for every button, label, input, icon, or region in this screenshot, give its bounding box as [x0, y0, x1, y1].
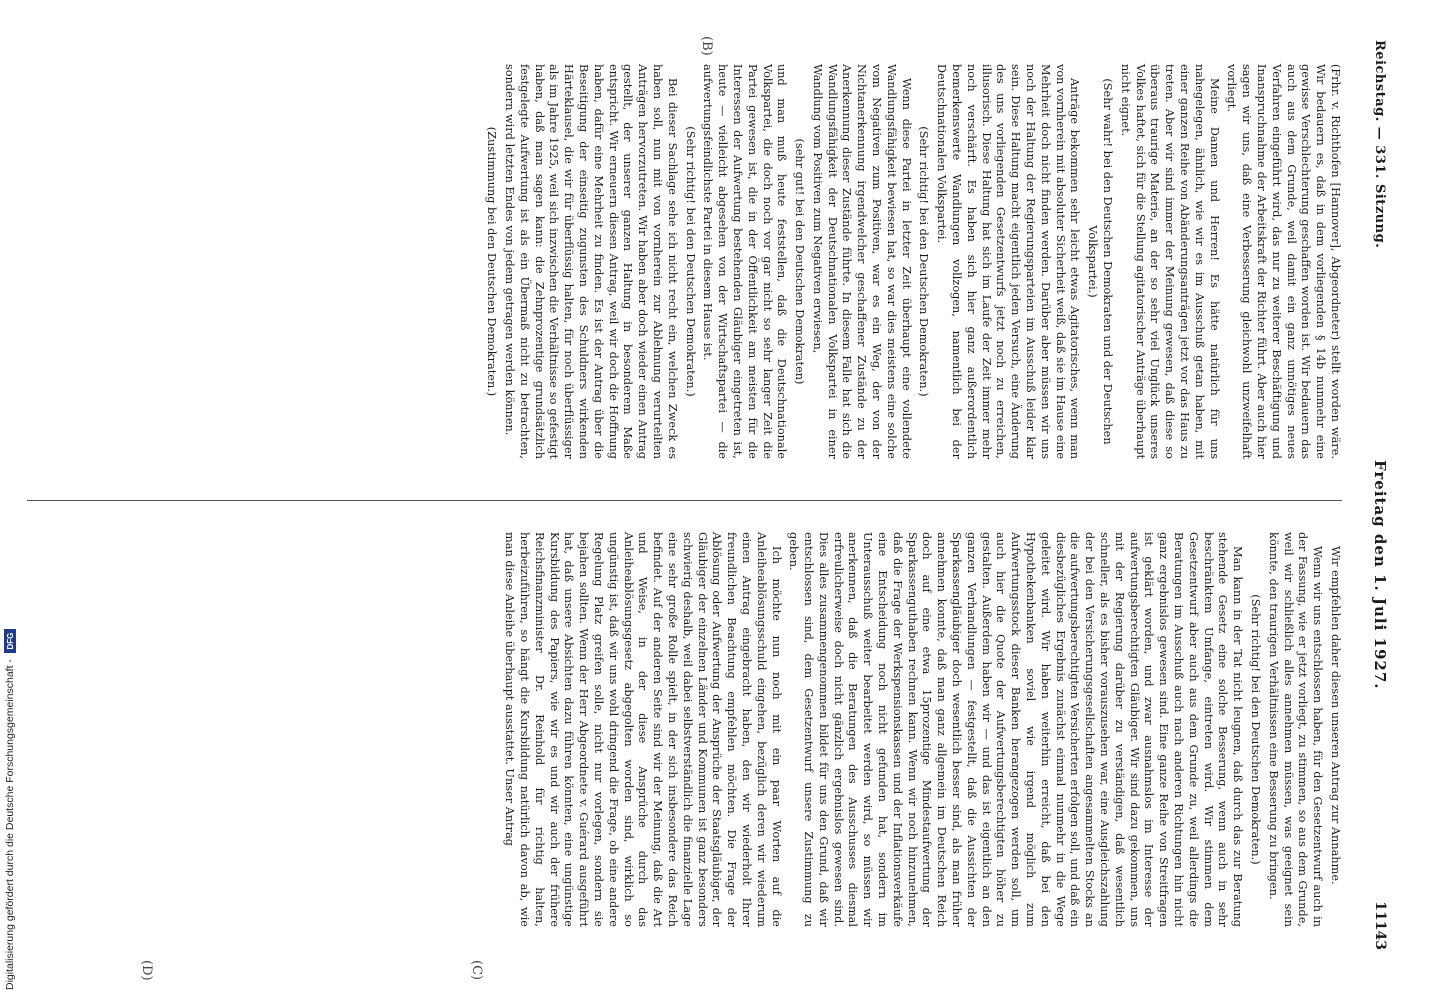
header-session: Reichstag. — 331. Sitzung. — [1372, 40, 1388, 249]
margin-mark-d: (D) — [139, 960, 154, 981]
paragraph: Man kann in der Tat nicht leugnen, daß durch das zur Beratung stehende Gesetz eine solche Besserung, wenn auch in sehr beschränktem Umfange, eintreten wird. Wir stimmen dem Gesetzentwurf aber auch aus dem Grunde zu, weil allerdings die Beratungen im Ausschuß auch nach anderen Richtungen hin nicht ganz ergebnislos gewesen sind. Eine ganze Reihe von Streitfragen ist geklärt worden, und zwar ausnahmslos im Interesse der aufwertungsberechtigten Gläubiger. Wir sind dazu gekommen, uns mit der Regierung darüber zu verständigen, daß wesentlich schneller, als es bisher vorauszusehen war, eine Ausgleichszahlung der bei den Versicherungsgesellschaften angesammelten Stocks an die aufwertungsberechtigten Versicherten erfolgen soll, und daß ein diesbezügliches Ergebnis zunächst einmal nunmehr in die Wege geleitet wird. Wir haben weiterhin erreicht, daß bei den Hypothekenbanken soviel wie irgend möglich zum Aufwertungsstock dieser Banken herangezogen werden soll, um auch hier die Quote der Aufwertungsberechtigten höher zu gestalten. Außerdem haben wir — und das ist eigentlich an den ganzen Verhandlungen — festgestellt, daß die Aussichten der Sparkassengläubiger doch wesentlich besser sind, als man früher annehmen konnte, daß man ganz allgemein im Deutschen Reich doch auf eine etwa 15prozentige Mindestaufwertung der Sparkassenguthaben rechnen kann. Wenn wir noch hinzunehmen, daß die Frage der Werkspensionskassen und der Inflationsverkäufe eine Entscheidung noch nicht gefunden hat, sondern im Unterausschuß weiter bearbeitet werden wird, so müssen wir anerkennen, daß die Beratungen des Ausschusses diesmal erfreulicherweise doch nicht gänzlich ergebnislos gewesen sind. Dies alles zusammengenommen bildet für uns den Grund, daß wir entschlossen sind, dem Gesetzentwurf unsere Zustimmung zu geben. — [787, 532, 1245, 927]
margin-mark-c: (C) — [469, 960, 484, 981]
paragraph: Anträge bekommen sehr leicht etwas Agitatorisches, wenn man von vornherein mit absoluter Sicherheit weiß, daß sie im Hause eine Mehrheit doch nicht finden werden. Darüber aber müssen wir uns noch der Haltung der Regierungsparteien im Ausschuß leider klar sein. Diese Haltung macht eigentlich jeden Versuch, eine Änderung des uns vorliegenden Gesetzentwurfs jetzt noch zu erreichen, illusorisch. Diese Haltung hat sich im Laufe der Zeit immer mehr noch verschärft. Es haben sich hier ganz außerordentlich bemerkenswerte Wandlungen vollzogen, namentlich bei der Deutschnationalen Volkspartei. — [935, 64, 1082, 459]
interjection: (Sehr richtig! bei den Deutschen Demokraten.) — [917, 126, 931, 397]
paragraph: (Frhr. v. Richthofen [Hannover], Abgeordneter) stellt worden wäre. Wir bedauern es, daß in dem vorliegenden § 14b nunmehr eine gewisse Verschlechterung geschaffen worden ist. Wir bedauern das auch aus dem Grunde, weil damit ein ganz unnötiges neues Verfahren eingeführt wird, das nur zu weiterer Beschäftigung und Inanspruchnahme der Arbeitskraft der Richter führt. Aber auch hier sagen wir uns, daß eine Verbesserung gleichwohl unzweifelhaft vorliegt. — [1225, 64, 1342, 459]
paragraph: Wenn diese Partei in letzter Zeit überhaupt eine vollendete Wandlungsfähigkeit bewiesen hat, so war dies meistens eine solche vom Negativen zum Positiven, war es ein Weg, der von der Nichtanerkennung irgendwelcher geschaffener Zustände zu der Anerkennung dieser Zustände führte. In diesem Falle hat sich die Wandlungsfähigkeit der Deutschnationalen Volkspartei in einer Wandlung vom Positiven zum Negativen erwiesen, — [810, 64, 913, 459]
paragraph: und man muß heute feststellen, daß die Deutschnationale Volkspartei, die doch noch vor gar nicht so sehr langer Zeit die Partei gewesen ist, die in der Öffentlichkeit am meisten für die Interessen der Aufwertung bestehenden Gläubiger eingetreten ist, heute — vielleicht abgesehen von der Wirtschaftspartei — die aufwertungsfeindlichste Partei in diesem Hause ist. — [701, 64, 789, 459]
paragraph: Wir empfehlen daher diesen unseren Antrag zur Annahme. — [1329, 546, 1342, 885]
left-column — [480, 64, 1342, 459]
right-column — [498, 532, 1342, 927]
interjection: (Sehr wahr! bei den Deutschen Demokraten und der Deutschen Volkspartei.) — [1086, 78, 1115, 445]
margin-mark-b: (B) — [699, 36, 714, 56]
header-page-number: 11143 — [1372, 901, 1388, 950]
paragraph: Ich möchte nun noch mit ein paar Worten auf die Anleiheablösungsschuld eingehen, bezüglich deren wir wiederum einen Antrag eingebracht haben, den wir wiederholt Ihrer freundlichen Beachtung empfehlen möchten. Die Frage der Ablösung oder Aufwertung der Ansprüche der Staatsgläubiger, der Gläubiger der einzelnen Länder und Kommunen ist ganz besonders schwierig deshalb, weil dabei selbstverständlich die finanzielle Lage eine sehr große Rolle spielt, in der sich insbesondere das Reich befindet. Auf der anderen Seite sind wir der Meinung, daß die Art und Weise, in der diese Ansprüche durch das Anleiheablösungsgesetz abgegolten worden sind, wirklich so ungünstig ist, daß wir uns wohl dringend die Frage, ob eine andere Regelung Platz greifen solle, nicht nur vorlegen, sondern sie bejahen sollten. Wenn der Herr Abgeordnete v. Guérard ausgeführt hat, daß unsere Absichten dazu führen könnten, eine ungünstige Kursbildung des Papiers, wie wir es und wir auch der frühere Reichsfinanzminister Dr. Reinhold für richtig halten, herbeizuführen, so hängt die Kursbildung natürlich davon ab, wie man diese Anleihe überhaupt ausstattet. Unser Antrag — [503, 532, 783, 927]
digitization-footer — [4, 629, 16, 990]
interjection: (Sehr richtig! bei den Deutschen Demokraten.) — [1249, 594, 1263, 865]
interjection: (Sehr richtig! bei den Deutschen Demokraten.) — [683, 126, 697, 397]
interjection: (Zustimmung bei den Deutschen Demokraten.) — [485, 126, 499, 397]
paragraph: Bei dieser Sachlage sehe ich nicht recht ein, welchen Zweck es haben soll, nun mit von vornherein zur Ablehnung verurteilten Anträgen hervorzutreten. Wir haben aber doch wieder einen Antrag gestellt, der unserer ganzen Haltung in besonderem Maße entspricht. Wir erneuern diesen Antrag, weil wir doch die Hoffnung haben, dafür eine Mehrheit zu finden. Es ist der Antrag über die Beseitigung der einseitig zugunsten des Schuldners wirkenden Härteklausel, die wir für überflüssig halten, für noch überflüssiger als im Jahre 1925, weil sich inzwischen die Verhältnisse so gefestigt haben, daß man sagen kann: die Zehnprozentige grundsätzlich festgelegte Aufwertung ist als ein Übermaß nicht zu betrachten, sondern wird letzten Endes von jedem getragen werden können. — [502, 64, 679, 459]
paragraph: Wenn wir uns entschlossen haben, für den Gesetzentwurf auch in der Fassung, wie er jetzt vorliegt, zu stimmen, so aus dem Grunde, weil wir schließlich alles annehmen müssen, was geeignet sein könnte, den traurigen Verhältnissen eine Besserung zu bringen. — [1266, 532, 1325, 927]
column-divider — [27, 500, 1342, 501]
dfg-logo-icon: DFG — [4, 629, 16, 653]
paragraph: Meine Damen und Herren! Es hätte natürlich für uns nahegelegen, ähnlich, wie wir es im Ausschuß getan haben, mit einer ganzen Reihe von Abänderungsanträgen jetzt vor das Haus zu treten. Aber wir sind immer der Meinung gewesen, daß diese so überaus traurige Materie, an der so sehr viel Unglück unseres Volkes haftet, sich für die Stellung agitatorischer Anträge überhaupt nicht eignet. — [1118, 64, 1221, 459]
interjection: (sehr gut! bei den Deutschen Demokraten) — [793, 138, 807, 385]
page-header — [1356, 40, 1404, 950]
header-date: Freitag den 1. Juli 1927. — [1371, 459, 1389, 690]
footer-text: Digitalisierung gefördert durch die Deutsche Forschungsgemeinschaft - — [4, 659, 16, 990]
